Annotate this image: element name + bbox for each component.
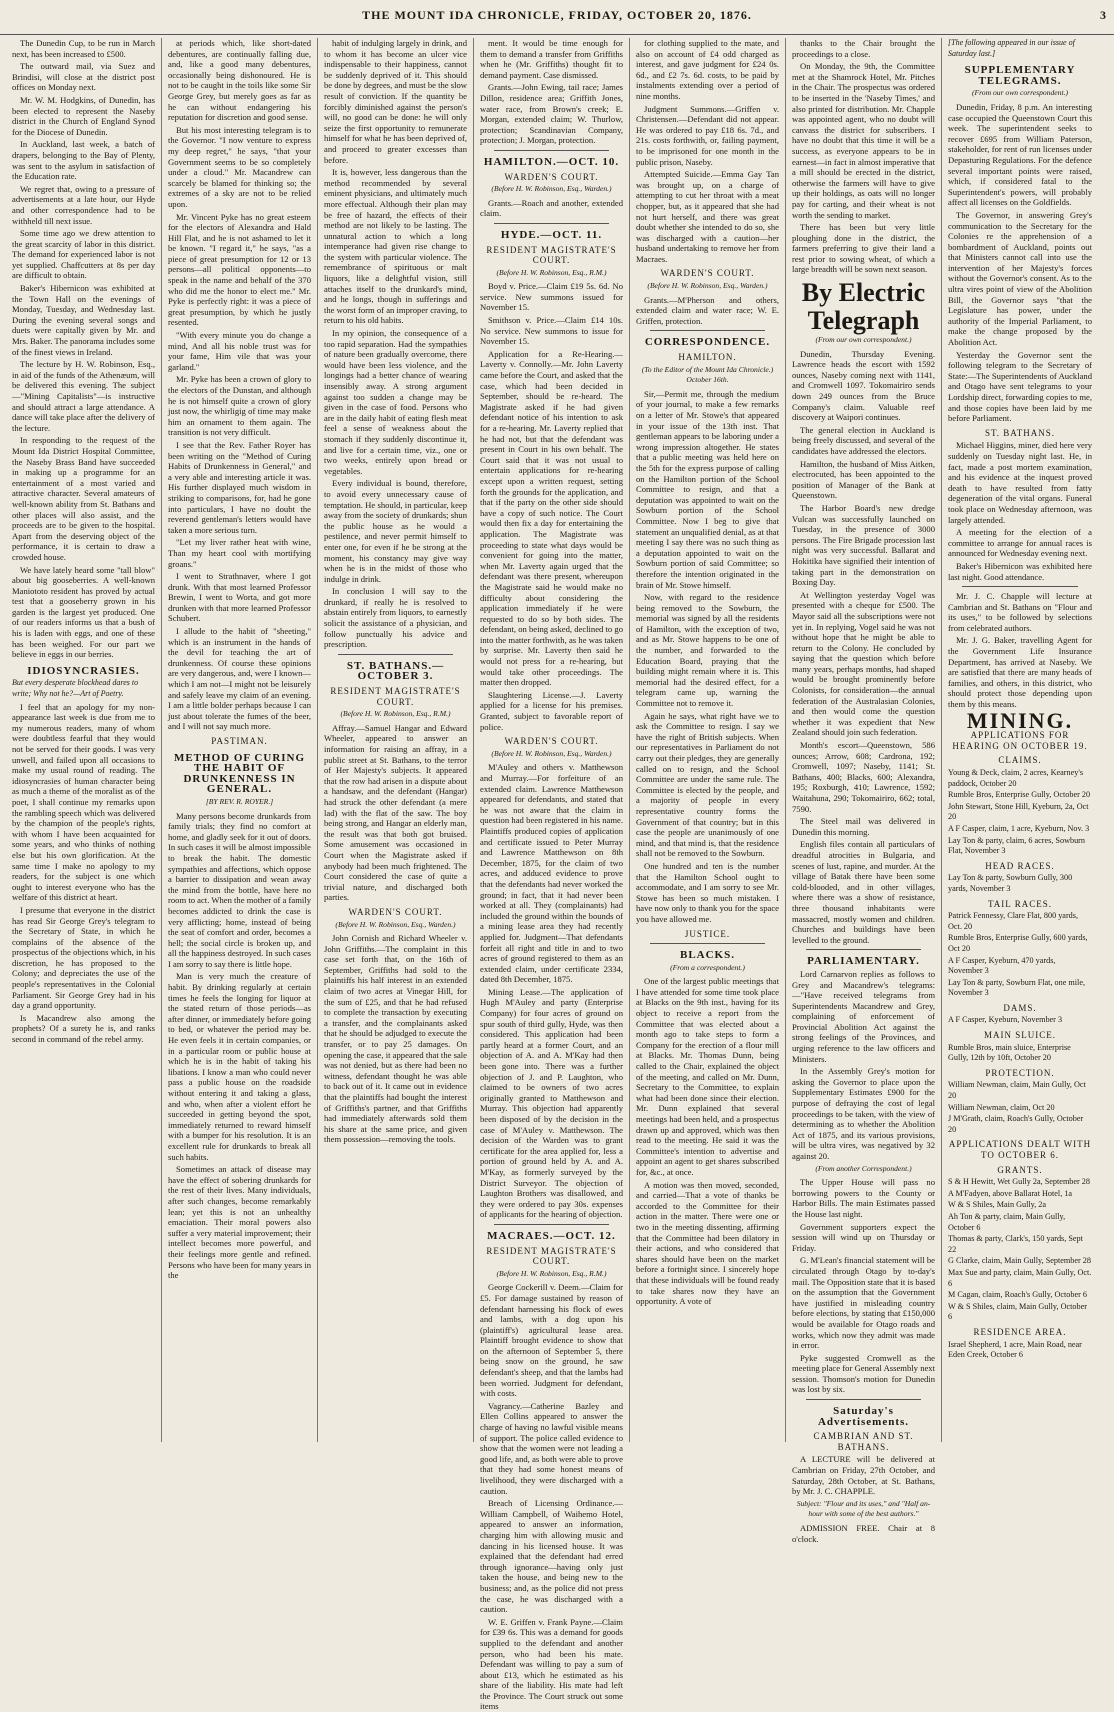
byline: (Before H. W. Robinson, Esq., Warden.): [647, 281, 768, 291]
signature: PASTIMAN.: [211, 736, 268, 746]
paragraph: G. M'Lean's financial statement will be circulated through Otago by to-day's mail. The Opposition state that it is based on the assumption that the Government have justified in misleading country before elections, by stating that £150,000 would be available for Otago roads and works, which now they admit was made in error.: [792, 1255, 935, 1351]
subheading: GRANTS.: [997, 1164, 1043, 1175]
paragraph: Slaughtering License.—J. Laverty applied for a license for his premises. Granted, subject to favorable report of police.: [480, 689, 623, 732]
list-item: W & S Shiles, claim, Main Gully, October 6: [948, 1301, 1087, 1322]
subheading: HEAD RACES.: [985, 860, 1055, 871]
paragraph: Sir,—Permit me, through the medium of your journal, to make a few remarks on a letter of Mr. Stowe's that appeared in your issue of the 13th inst. That gentleman appears to be laboring under a wrong impression altogether. He states that a public meeting was held here on the 5th for the express purpose of calling on the Hamilton portion of the School Committee to resign, and that a deputation was appointed to wait on the Sowburn portion of the School Committee. Now I beg to give that statement an unqualified denial, as at that meeting I say there was no such thing as a deputation appointed to wait on the Sowburn portion of said Committee; so therefore the intention originated in the brain of Mr. Stowe himself.: [636, 388, 779, 590]
paragraph: At Wellington yesterday Vogel was presented with a cheque for £500. The Mayor said all the subscriptions were not yet in. In replying, Vogel said he was not without hope that he might be able to return to the Colony. He concluded by saying that the question which before many years, perhaps months, had shaped would be brought prominently before Colonists, for consideration—the annual federation of the Australasian Colonies, and then would come the question whether it was expedient that New Zealand should join such federation.: [792, 589, 935, 738]
paragraph: Lord Carnarvon replies as follows to Grey and Macandrew's telegrams:—"Have received telegrams from Superintendents Macandrew and Grey, complaining of enforcement of Provincial Abolition Act against the strong feelings of the Provinces, and urging reference to the law officers and Ministers.: [792, 968, 935, 1064]
paragraph: at periods which, like short-dated debentures, are continually falling due, and, like a good many debentures, occasionally being dishonoured. He is not to be caught in the toils like some Sir George Grey, but merely goes as far as he can without endangering his reputation for discretion and good sense.: [168, 38, 311, 123]
paragraph: Yesterday the Governor sent the following telegram to the Secretary of State:—The Superintendents of Auckland and Otago have sent telegrams to your Lordship direct, forwarding copies to me, and those copies have been laid by me before Parliament.: [948, 349, 1092, 424]
paragraph: Attempted Suicide.—Emma Gay Tan was brought up, on a charge of attempting to cut her throat with a meat chopper, but, as it appeared that she had not hurt herself, and there was great doubt whether she intended to do so, she was discharged with a caution—her husband undertaking to remove her from Macraes.: [636, 169, 779, 264]
paragraph: Mr. Vincent Pyke has no great esteem for the electors of Alexandra and Hald Hill Flat, and he is not ashamed to let it be known. "I regard it," he says, "as a piece of great presumption for 12 or 13 persons—all political opponents—to speak in the name and behalf of the 370 who did me the honor to elect me." Mr. Pyke is perfectly right: it was a piece of great presumption, by which he justly resented.: [168, 211, 311, 328]
list-item: Lay Ton & party, Sowburn Gully, 300 yards, November 3: [948, 873, 1073, 893]
subheading: HAMILTON.: [678, 352, 737, 363]
byline: (From a correspondent.): [670, 962, 745, 972]
section-heading: PARLIAMENTARY.: [807, 955, 920, 968]
subheading: RESIDENCE AREA.: [973, 1326, 1067, 1337]
list-item: Thomas & party, Clark's, 150 yards, Sept 22: [948, 1234, 1083, 1254]
page-number: 3: [1100, 8, 1106, 22]
paragraph: Many persons become drunkards from family trials; they find no comfort at home, and gladly seek for it out of doors. In such cases it will be almost impossible to break the habit. The domestic sympathies and affections, which oppose a barrier to dissipation and wean away the mind from the bottle, have here no room to act. When the mother of a family becomes addicted to drink the case is very afflicting; home, instead of being the seat of comfort and order, becomes a hell; the social circle is broken up, and all the happiness destroyed. In such cases I am sorry to say there is little hope.: [168, 810, 311, 969]
list-item: A F Casper, Kyeburn, 470 yards, November 3: [948, 955, 1056, 976]
newspaper-columns: [6, 38, 1108, 1712]
list-item: William Newman, claim, Main Gully, Oct 20: [948, 1080, 1086, 1101]
section-heading: BLACKS.: [680, 949, 735, 962]
byline: (From another Correspondent.): [815, 1163, 912, 1173]
list-item: John Stewart, Stone Hill, Kyeburn, 2a, Oct 20: [948, 801, 1089, 822]
paragraph: Now, with regard to the residence being removed to the Sowburn, the memorial was signed by all the residents of Hamilton, with the exception of two, and as Mr. Stowe happens to be one of the number, and forwarded to the Education Board, praying that the building might remain where it is. This memorial had the desired effect, for a telegram came up, warning the Committee not to remove it.: [636, 592, 779, 709]
list-item: Lay Ton & party, claim, 6 acres, Sowburn Flat, November 3: [948, 835, 1085, 856]
list-item: J M'Grath, claim, Roach's Gully, October 20: [948, 1114, 1084, 1134]
paragraph: It is, however, less dangerous than the method recommended by several eminent physicians, and ultimately much more effectual. Although their plan may be free of hazard, the effects of their method are not likely to be lasting. The unnatural action to which a long intemperance had given rise change to the system with particular violence. The remembrance of spirituous or malt liquors, like a delightful vision, still attaches itself to the drunkard's mind, and he longs, though in sufferings and the worst form of an improper craving, to return to his old habits.: [324, 167, 467, 326]
byline: (To the Editor of the Mount Ida Chronicle.) October 16th.: [641, 364, 774, 385]
paragraph: I presume that everyone in the district has read Sir George Grey's telegram to the Secretary of State, in which he complains of the absence of the prospectus of the objections which, in his discretion, he has proposed to the Colony; and depreciates the use of the people's representatives in the Colonial Parliament. Sir George Grey had in his day a grand opportunity.: [12, 904, 155, 1011]
list-item: A F Casper, claim, 1 acre, Kyeburn, Nov. 3: [948, 823, 1090, 833]
paragraph: Mr. J. G. Baker, travelling Agent for the Government Life Insurance Department, has arrived at Naseby. We are satisfied that there are many heads of families, and others, in this district, who should protect those depending upon them by this means.: [948, 635, 1092, 710]
paragraph: Grants.—Roach and another, extended claim.: [480, 197, 623, 219]
paragraph: George Cockerill v. Deem.—Claim for £5. For damage sustained by reason of defendant harnessing his flock of ewes and lambs, with a dog upon his (plaintiff's) agricultural lease area. Plaintiff brought evidence to show that on the afternoon of September 5, there being snow on the ground, he saw defendant's sheep, and that the lambs had been worried. Judgment for defendant, with costs.: [480, 1282, 623, 1399]
paragraph: Again he says, what right have we to ask the Committee to resign. I say we have the right of British subjects. When our representatives in Parliament do not carry out their pledges, they are generally called on to resign, and the School Committee are under the same rule. The Committee is elected by the people, and a majority of people in every representative country forms the Government of that country; but in this case the people are unanimously of one mind, and that mind is, that the residence shall not be removed to the Sowburn.: [636, 710, 779, 859]
paragraph: Mr. J. C. Chapple will lecture at Cambrian and St. Bathans on "Flour and its uses," to be followed by selections from celebrated authors.: [948, 591, 1092, 633]
paragraph: Breach of Licensing Ordinance.—William Campbell, of Waihemo Hotel, appeared to answer an information, charging him with allowing music and dancing in his licensed house. It was explained that the defendant had erred through ignorance—having only just taken the house, and being new to the business; and, as the police did not press the case, he was discharged with a caution.: [480, 1498, 623, 1615]
paragraph: The Upper House will pass no borrowing powers to the County or Harbor Bills. The main Estimates passed the House last night.: [792, 1177, 935, 1219]
paragraph: But his most interesting telegram is to the Governor. "I now venture to express my deep regret," he says, "that your Government seems to be so completely under a cloud." Mr. Macandrew can scarcely be blamed for thinking so; the extremes of a sky are not to be relied upon.: [168, 124, 311, 209]
byline: (Before H. W. Robinson, Esq., R.M.): [340, 709, 451, 719]
divider: [806, 949, 921, 950]
paragraph: Is Macandrew also among the prophets? Of a surety he is, and ranks second in command of the rebel army.: [12, 1012, 155, 1045]
paragraph: Mr. W. M. Hodgkins, of Dunedin, has been elected to represent the Naseby district in the Church of England Synod for the Diocese of Dunedin.: [12, 94, 155, 137]
paragraph: ADMISSION FREE. Chair at 8 o'clock.: [792, 1523, 935, 1544]
list-item: Rumble Bros, Enterprise Gully, 600 yards, Oct 20: [948, 933, 1088, 953]
paragraph: M'Auley and others v. Matthewson and Murray.—For forfeiture of an extended claim. Lawrence Matthewson appeared for defendants, and stated that he was not aware that the claim in question had been registered in his name. Plaintiffs produced copies of application and certificate issued to Peter Murray and Lawrence Matthewson on 8th December, 1875, for the claim of two acres, and adduced evidence to prove that the defendants had never worked the ground; in fact, that it had never been worked at all. They (complainants) had included the ground within the bounds of a mining lease area they had recently applied for. Judgment—That defendants forfeit all right and title in and to two acres of ground registered to them as an extended claim, under certificate 2334, dated 8th December, 1875.: [480, 762, 623, 985]
paragraph: Dunedin, Friday, 8 p.m. An interesting case occupied the Queenstown Court this week. The superintendent seeks to recover £695 from William Paterson, stakeholder, for rent of run licenses under Depasturing Regulations. For the defence several important points were raised, which, if considered fatal to the Superintendent's powers, will probably affect all licenses on the Goldfields.: [948, 101, 1092, 208]
paragraph: Some time ago we drew attention to the great scarcity of labor in this district. The demand for experienced labor is not yet supplied. Chaffcutters at 8s per day are difficult to obtain.: [12, 228, 155, 281]
paragraph: English files contain all particulars of dreadful atrocities in Bulgaria, and scenes of lust, rapine, and murder. At the village of Batak there have been some cold-blooded, and in other villages, where there was a show of resistance, three thousand inhabitants were massacred, mostly women and children. Churches and buildings have been levelled to the ground.: [792, 839, 935, 945]
paragraph: Pyke suggested Cromwell as the meeting place for General Assembly next session. Thomson's motion for Dunedin was lost by six.: [792, 1352, 935, 1395]
subheading: WARDEN'S COURT.: [504, 171, 599, 182]
list-item: S & H Hewitt, Wet Gully 2a, September 28: [948, 1177, 1090, 1187]
paragraph: A meeting for the election of a committee to arrange for annual races is announced for Wednesday evening next.: [948, 527, 1092, 559]
paragraph: Grants.—John Ewing, tail race; James Dillon, residence area; Griffith Jones, water race, from Brown's creek; E. Morgan, extended claim; W. Thurlow, protection; Scandinavian Company, protection; J. Morgan, protection.: [480, 82, 623, 146]
subheading: WARDEN'S COURT.: [504, 736, 599, 747]
column-6: [786, 38, 942, 1544]
section-heading: SUPPLEMENTARY TELEGRAMS.: [964, 64, 1076, 87]
byline: Subject: "Flour and its uses," and "Half an-hour with some of the best authors.": [796, 1498, 931, 1519]
subheading: TAIL RACES.: [988, 898, 1052, 909]
divider: [494, 1224, 609, 1225]
paragraph: Vagrancy.—Catherine Bazley and Ellen Collins appeared to answer the charge of having no lawful visible means of support. The police called evidence to show that the women were not leading a good life, and, as both were able to prove that they had some honest means of livelihood, they were discharged with a caution.: [480, 1400, 623, 1496]
list-item: Young & Deck, claim, 2 acres, Kearney's paddock, October 20: [948, 768, 1084, 788]
paragraph: habit of indulging largely in drink, and to whom it has become an ulcer vice indispensable to their happiness, cannot be suddenly deprived of it. This should be done by degrees, and must be the slow result of conviction. If the quantity be forcibly diminished against the person's will, no good can be done: he will only seize the first opportunity to remunerate himself for what he has been deprived of, and proceed to greater excesses than before.: [324, 38, 467, 165]
paragraph: In the Assembly Grey's motion for asking the Governor to place upon the Supplementary Estimates £900 for the purpose of defraying the cost of legal proceedings to be taken, with the view of determining as to whether the Abolition Act of 1875, and its various provisions, will be ultra vires, was negatived by 32 against 20.: [792, 1066, 935, 1161]
byline: (Before H. W. Robinson, Esq., R.M.): [496, 267, 607, 277]
divider: [338, 654, 453, 655]
column-3: [318, 38, 474, 1442]
subheading: PROTECTION.: [985, 1067, 1055, 1078]
column-7: [942, 38, 1098, 1442]
section-heading: HYDE.—OCT. 11.: [500, 228, 603, 241]
paragraph: Baker's Hibernicon was exhibited at the Town Hall on the evenings of Monday, Tuesday, and Wednesday last. During the evening several songs and duets were capitally given by Mr. and Mrs. Baker. The panorama includes some of the finest views in Ireland.: [12, 283, 155, 357]
list-item: G Clarke, claim, Main Gully, September 28: [948, 1256, 1091, 1266]
paragraph: The lecture by H. W. Robinson, Esq., in aid of the funds of the Athenæum, will be delivered this evening. The subject—"Mining Capitalists"—is instructive and should attract a large attendance. A dance will take place after the delivery of the lecture.: [12, 359, 155, 433]
byline: (Before H. W. Robinson, Esq., Warden.): [335, 919, 456, 929]
column-2: [162, 38, 318, 1442]
paragraph: Application for a Re-Hearing.—Laverty v. Connolly.—Mr. John Laverty came before the Court, and asked that the case, which had been decided in September, should be re-heard. The Magistrate asked if he had given defendant notice of his intention to ask for a re-hearing. Mr. Laverty replied that he had not, but that the defendant was present in Court in his own behalf. The Court said that it was not usual to entertain applications for re-hearing except upon a written request, setting forth the grounds for the application, and that if the party on the other side should have a copy of such notice. The Court would then fix a day for entertaining the application. The Magistrate was proceeding to state what days would be convenient for going into the matter, when Mr. Laverty again urged that the defendant was there present, whereupon the Magistrate said he would make no difficulty about considering the application immediately if he were requested to do so by both sides. The defendant, on being asked, declined to go into the matter forthwith, as he was taken by surprise. Mr. Laverty then said he would not press for a re-hearing, but would take other proceedings. The matter then dropped.: [480, 348, 623, 688]
divider: [494, 150, 609, 151]
subheading: DAMS.: [1003, 1002, 1037, 1013]
list-item: Patrick Fennessy, Clare Flat, 800 yards, Oct. 20: [948, 911, 1078, 931]
column-1: [6, 38, 162, 1442]
paragraph: Mining Lease.—The application of Hugh M'Auley and party (Enterprise Company) for four acres of ground on spur south of third gully, Hyde, was then considered. This application had been partly heard at a former Court, and an objection of A. and A. M'Kay had then been gone into. There was a further objection of J. and P. Laughton, who claimed to be owners of two acres originally granted to Matthewson and Murray. This objection had apparently been disposed of by the decision in the case of M'Auley v. Matthewson. The decision of the Warden was to grant certificate for the area applied for, less a portion of ground held by A. and A. M'Kay, as formerly surveyed by the District Surveyor. The objection of Laughton Brothers was disallowed, and they were ordered to pay 30s. expenses of applicants for the hearing of objection.: [480, 986, 623, 1220]
section-heading: Saturday's Advertisements.: [817, 1405, 910, 1428]
byline: (From our own correspondent.): [815, 335, 912, 345]
subheading: MAIN SLUICE.: [984, 1030, 1056, 1041]
list-item: Rumble Bros, main sluice, Enterprise Gully, 12th by 10ft, October 20: [948, 1042, 1071, 1063]
lecture-notice: A LECTURE will be delivered at Cambrian on Friday, 27th October, and Saturday, 28th October, at St. Bathans, by Mr. J. C. CHAPPLE.: [792, 1454, 935, 1497]
paragraph: One hundred and ten is the number that the Hamilton School ought to accommodate, and I am sorry to see Mr. Stowe has been so much mistaken. I have now only to thank you for the space you have allowed me.: [636, 860, 779, 924]
paragraph: for clothing supplied to the mate, and also on account of £4 odd charged as interest, and gave judgment for £24 0s. 6d., and £2 7s. 6d. costs, to be paid by instalments extending over a period of nine months.: [636, 38, 779, 101]
paragraph: Baker's Hibernicon was exhibited here last night. Good attendance.: [948, 560, 1092, 582]
paragraph: Michael Higgins, miner, died here very suddenly on Tuesday night last. He, in fact, made a post mortem examination, and his evidence at the inquest proved death to have resulted from fatty degeneration of the vital organs. Funeral took place on Wednesday afternoon, was largely attended.: [948, 440, 1092, 525]
subheading: APPLICATIONS DEALT WITH TO OCTOBER 6.: [948, 1139, 1092, 1160]
paragraph: Man is very much the creature of habit. By drinking regularly at certain times he feels the longing for liquor at the stated return of those periods—as after dinner, or immediately before going to bed, or whatever the period may be. He even feels it in certain companies, or in a particular room or public house at which he is in the habit of taking his libations. I know a man who could never pass a public house on the roadside without entering it and taking a glass, and who, when after a violent effort he succeeded in getting beyond the spot, immediately returned to reward himself with a bumper for his resolution. It is an excellent rule for drunkards to break all such habits.: [168, 971, 311, 1162]
list-item: Max Sue and party, claim, Main Gully, Oct. 6: [948, 1267, 1092, 1288]
paragraph: W. E. Griffen v. Frank Payne.—Claim for £39 6s. This was a demand for goods supplied to the defendant and another person, who had been his mate. Defendant was willing to pay a sum of about £13, which he estimated as his share of the liability. His mate had left the Province. The Court struck out some items: [480, 1616, 623, 1712]
paragraph: Sometimes an attack of disease may have the effect of sobering drunkards for the rest of their lives. Many individuals, after such changes, become remarkably lean; yet this is not an unhealthy emaciation. Their moral powers also suffer a very material improvement; their intellect becomes more powerful, and their feelings more gentle and refined. Persons who have been for many years in the: [168, 1164, 311, 1281]
newspaper-title: THE MOUNT IDA CHRONICLE, FRIDAY, OCTOBER 20, 1876.: [362, 8, 752, 22]
paragraph: I feel that an apology for my non-appearance last week is due from me to my numerous readers, many of whom were doubtless fearful that they would not be served for their goods. I was very unwell, and failed upon all occasions to make my usual round of reading. The idiosyncrasies of human character being as much a theme of the moralist as of the poet, I shall continue my remarks upon the rambling speech which was delivered by the champion of the people's rights, with whom I have been acquainted for some years, and who thinks of nothing else but his own glorification. At the same time I make no apology to my readers, for the subject is one which ought to interest everyone who has the welfare of this district at heart.: [12, 701, 155, 903]
section-heading: CORRESPONDENCE.: [644, 336, 771, 349]
subheading: RESIDENT MAGISTRATE'S COURT.: [486, 244, 617, 266]
paragraph: thanks to the Chair brought the proceedings to a close.: [792, 38, 935, 59]
paragraph: Smithson v. Price.—Claim £14 10s. No service. New summons to issue for November 15.: [480, 315, 623, 347]
divider: [650, 943, 765, 944]
italic-note: [The following appeared in our issue of Saturday last.]: [948, 38, 1075, 58]
paragraph: John Cornish and Richard Wheeler v. John Griffiths.—The complaint in this case set forth that, on the 16th of September, Griffiths had sold to the plaintiffs his half interest in an extended claim of two acres at Vinegar Hill, for the sum of £25, and that he had refused to complete the transaction by executing a transfer, and the complainants asked that he should be adjudged to execute the transfer, or to pay 25 damages. On opening the case, it appeared that the sale was not denied, but as there had been no witness, defendant thought he was able to back out of it. It came out in evidence that the plaintiffs had bought the interest of Griffiths's partner, and that Griffiths had immediately afterwards sold them his share at the same price, and given them possession—removing the tools.: [324, 933, 467, 1145]
paragraph: Affray.—Samuel Hangar and Edward Wheeler, appeared to answer an information for raising an affray, in a public street at St. Bathans, to the terror of Her Majesty's subjects. It appeared that the row had arisen in a dispute about a handsaw, and the defendant (Hangar) had struck the other defendant (a mere lad) with the flat of the saw. The boy being strong, and Hangar an elderly man, the result was that both got bruised. Some amusement was occasioned in Court when the Magistrate asked if anybody had been much frightened. The Court considered the case of quite a trivial nature, and discharged both parties.: [324, 722, 467, 903]
paragraph: Month's escort—Queenstown, 586 ounces; Arrow, 608; Cardrona, 192; Cromwell, 1097; Naseby, 1141; St. Bathans, 400; Blacks, 600; Alexandra, 195; Roxburgh, 410; Lawrence, 1592; Waitahuna, 290; Tokomairiro, 662; total, 7590.: [792, 740, 935, 814]
paragraph: I allude to the habit of "sheeting," which is an instrument in the hands of the devil for teaching the art of drunkenness. Of course these opinions are very dangerous, and, were I known—which I am not—I might not be leisurely and safely leave my claim of an evening. I am a little bolder perhaps because I can just about tolerate the fumes of the beer, and I will not say much more.: [168, 626, 311, 732]
byline: (Before H. W. Robinson, Esq., Warden.): [491, 748, 612, 758]
paragraph: In responding to the request of the Mount Ida District Hospital Committee, the Naseby Brass Band have succeeded in making up a programme for an entertainment of a most varied and attractive character. Several amateurs of well-known ability from St. Bathans and other places will also assist, and the proceeds are to be given to the hospital. Apart from the deserving object of the performance, it is certain to draw a crowded house.: [12, 435, 155, 562]
section-heading: MACRAES.—OCT. 12.: [487, 1229, 616, 1242]
paragraph: One of the largest public meetings that I have attended for some time took place at Blacks on the 9th inst., having for its object to receive a report from the Committee that was elected about a month ago to take steps to form a Company for the erection of a flour mill at Blacks. Mr. Thomas Dunn, being called to the Chair, explained the object of the meeting, and called on Mr. Dunn, Secretary to the Committee, to explain what had been done since their election. Mr. Dunn explained that several meetings had been held, and a prospectus drawn up and approved, which was then read to the meeting. He said it was the Committee's intention to advertise and appoint an agent to get shares subscribed for, &c., at once.: [636, 976, 779, 1177]
list-item: A F Casper, Kyeburn, November 3: [948, 1015, 1063, 1025]
subheading: RESIDENT MAGISTRATE'S COURT.: [486, 1245, 617, 1267]
paragraph: Hamilton, the husband of Miss Aitken, electrocuted, has been appointed to the position of Manager of the Bank at Queenstown.: [792, 458, 935, 501]
paragraph: ment. It would be time enough for them to demand a transfer from Griffiths when he (Mr. Griffiths) thought fit to demand payment. Case dismissed.: [480, 38, 623, 80]
paragraph: Dunedin, Thursday Evening. Lawrence heads the escort with 1592 ounces, Naseby coming next with 1141, and Cromwell 1097. Tokomairiro sends down 249 ounces from the Bruce Company's claim. Valuable reef discovery at Waipori continues.: [792, 348, 935, 423]
paragraph: Boyd v. Price.—Claim £19 5s. 6d. No service. New summons issued for November 15.: [480, 281, 623, 313]
paragraph: The Dunedin Cup, to be run in March next, has been increased to £500.: [12, 38, 155, 59]
paragraph: In Auckland, last week, a batch of drapers, belonging to the Bay of Plenty, was sent to the asylum in satisfaction of the Education rate.: [12, 139, 155, 182]
paragraph: In my opinion, the consequence of a too rapid separation. Had the sympathies of nature been gradually overcome, there would have been less violence, and the longings had a better chance of wearing insensibly away. A strong argument against too sudden a change may be given in the case of food. Persons who are in the daily habit of eating flesh meat feel a sense of weakness about the stomach if they suddenly discontinue it, and live for a certain time, viz., one or two weeks, entirely upon bread or vegetables.: [324, 328, 467, 476]
byline: (Before H. W. Robinson, Esq., R.M.): [496, 1268, 607, 1278]
paragraph: The Governor, in answering Grey's communication to the Secretary for the Colonies re the apprehension of a bombardment of Auckland, points out that Ministers cannot call into use the intervention of her Majesty's forces without the Governor's consent. As to the ultra vires point of view of the Abolition Bill, the Governor says "that the Legislature has power, under the authority of the Imperial Parliament, to make the change proposed by the Abolition Act.: [948, 209, 1092, 348]
subheading: CAMBRIAN AND ST. BATHANS.: [813, 1431, 914, 1452]
paragraph: The general election in Auckland is being freely discussed, and several of the candidates have addressed the electors.: [792, 424, 935, 456]
newspaper-masthead: [0, 0, 1114, 35]
section-heading: ST. BATHANS.—OCTOBER 3.: [346, 659, 445, 683]
column-4: [474, 38, 630, 1712]
divider: [806, 1399, 921, 1400]
subheading: WARDEN'S COURT.: [660, 268, 755, 279]
list-item: W & S Shiles, Main Gully, 2a: [948, 1200, 1047, 1210]
divider: [650, 330, 765, 331]
paragraph: Every individual is bound, therefore, to avoid every unnecessary cause of temptation. He should, in particular, keep away from the society of drunkards; shun the public house as he would a pestilence, and never permit himself to enter one, for even if he be strong at the moment, his constancy may give way when he is in the midst of those who indulge in drink.: [324, 478, 467, 584]
list-item: Lay Ton & party, Sowburn Flat, one mile, November 3: [948, 977, 1086, 998]
paragraph: "Let my liver rather heat with wine, Than my heart cool with mortifying groans.": [168, 537, 311, 569]
divider: [962, 586, 1078, 587]
paragraph: Mr. Pyke has been a crown of glory to the electors of the Dunstan, and although he is not himself quite a crown of glory just now, the whirligig of time may make him an ornament to them again. The transition is not very difficult.: [168, 374, 311, 438]
list-item: Ah Ton & party, claim, Main Gully, October 6: [948, 1211, 1066, 1232]
paragraph: Judgment Summons.—Griffen v. Christensen.—Defendant did not appear. He was ordered to pay £18 6s. 7d., and 21s. costs forthwith, or, failing payment, to be imprisoned for one month in the public prison, Naseby.: [636, 103, 779, 167]
paragraph: We have lately heard some "tall blow" about big gooseberries. A well-known Maniototo resident has proved by actual test that a gooseberry grown in his garden is the largest yet produced. One of our readers informs us that a bush of his is laden with eggs, and one of these has been weighed. For our part we believe in eggs in our berries.: [12, 564, 155, 660]
byline: [BY REV. R. ROYER.]: [205, 796, 274, 806]
subheading: ST. BATHANS.: [984, 427, 1056, 438]
subheading: RESIDENT MAGISTRATE'S COURT.: [330, 686, 461, 707]
paragraph: A motion was then moved, seconded, and carried—That a vote of thanks be accorded to the Committee for their action in the matter. There were one or two in the meeting dissenting, affirming that the Committee had been dilatory in their actions, and who considered that shares should have been on the market before a fortnight since. I sincerely hope that these individuals will be found ready to take shares now they have an opportunity. A vote of: [636, 1179, 779, 1307]
column-5: [630, 38, 786, 1442]
section-heading: HAMILTON.—OCT. 10.: [483, 155, 620, 168]
paragraph: I see that the Rev. Father Royer has been writing on the "Method of Curing Habits of Drunkenness in General," and a very able and interesting article it was. His further displayed much wisdom in striking to comparisons, for, had he gone into particulars, I have no doubt the reverend gentleman's letters would have taken a more serious turn.: [168, 439, 311, 535]
subheading: WARDEN'S COURT.: [348, 906, 443, 917]
list-item: Israel Shepherd, 1 acre, Main Road, near Eden Creek, October 6: [948, 1339, 1082, 1360]
paragraph: I went to Strathnaver, where I got drunk. With that most learned Professor Brewin, I went to Worta, and got more drunken with that more learned Professor Schubert.: [168, 571, 311, 624]
paragraph: The outward mail, via Suez and Brindisi, will close at the district post offices on Monday next.: [12, 61, 155, 93]
telegraph-banner: By Electric Telegraph: [801, 278, 926, 336]
italic-note: But every desperate blockhead dares to write; Why not he?—Art of Poetry.: [12, 678, 139, 699]
paragraph: In conclusion I will say to the drunkard, if really he is resolved to abstain entirely from liquors, to earnestly solicit the assistance of a physician, and follow punctually his advice and prescription.: [324, 586, 467, 650]
mining-heading: MINING.: [966, 707, 1074, 733]
paragraph: We regret that, owing to a pressure of advertisements at a late hour, our Hyde and other correspondence had to be withheld till next issue.: [12, 183, 155, 226]
subheading: CLAIMS.: [998, 755, 1042, 766]
paragraph: Grants.—M'Pherson and others, extended claim and water race; W. E. Griffen, protection.: [636, 294, 779, 326]
paragraph: The Steel mail was delivered in Dunedin this morning.: [792, 816, 935, 837]
section-heading: METHOD OF CURING THE HABIT OF DRUNKENNESS IN GENERAL.: [173, 751, 306, 796]
byline: (From our own correspondent.): [971, 88, 1069, 98]
paragraph: The Harbor Board's new dredge Vulcan was successfully launched on Tuesday, in the presence of 3000 persons. The Fire Brigade procession last night was very successful. Ballarat and Hokitika have signified their intention of taking part in the demonstration on Boxing Day.: [792, 502, 935, 588]
paragraph: On Monday, the 9th, the Committee met at the Shamrock Hotel, Mr. Pitches in the Chair. The prospectus was ordered to be inserted in the 'Naseby Times,' and also printed for distribution. Mr. Chapple was appointed agent, who no doubt will canvass the district for subscribers. I have no doubt that this time it will be a success, as everyone appears to be in earnest—in fact in almost imperative that a mill should be erected in the district, otherwise the farmers will have to give up their holdings, as oats will no longer pay for carting, and their wheat is not worth the sending to market.: [792, 61, 935, 220]
list-item: M Cagan, claim, Roach's Gully, October 6: [948, 1290, 1087, 1300]
paragraph: There has been but very little ploughing done in the district, the farmers preferring to give their land a rest prior to sowing wheat, of which a large breadth will be sown next season.: [792, 222, 935, 275]
paragraph: "With every minute you do change a mind, And all his noble trust was for your fame, Him vile that was your garland.": [168, 330, 311, 372]
list-item: William Newman, claim, Oct 20: [948, 1102, 1055, 1112]
list-item: A M'Fadyen, above Ballarat Hotel, 1a: [948, 1188, 1073, 1198]
byline: (Before H. W. Robinson, Esq., Warden.): [491, 184, 612, 194]
subheading: APPLICATIONS FOR HEARING ON OCTOBER 19.: [952, 730, 1088, 751]
list-item: Rumble Bros, Enterprise Gully, October 20: [948, 790, 1091, 800]
paragraph: Government supporters expect the session will wind up on Thursday or Friday.: [792, 1221, 935, 1253]
divider: [494, 223, 609, 224]
section-heading: IDIOSYNCRASIES.: [27, 664, 140, 677]
signature: JUSTICE.: [684, 928, 731, 939]
